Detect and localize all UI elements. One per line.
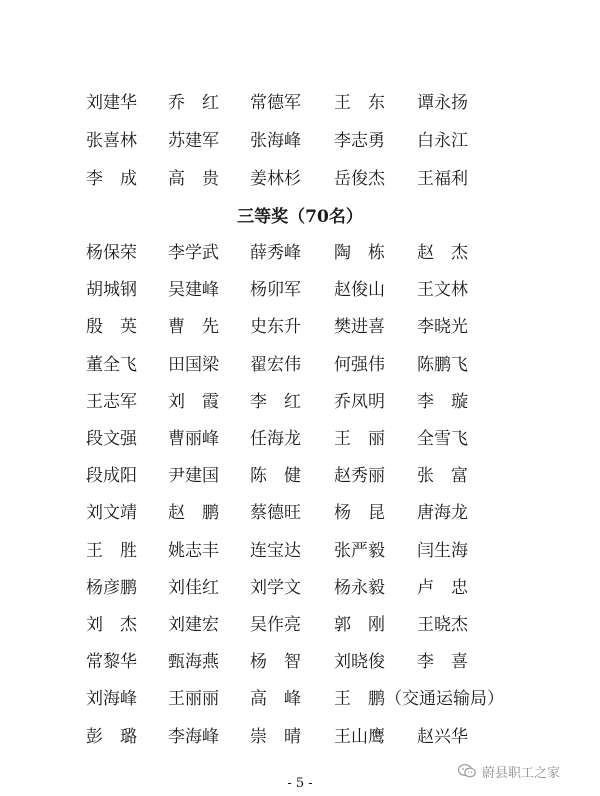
awardee-name: 刘建宏 (168, 615, 219, 635)
awardee-name: 段文强 (86, 429, 137, 449)
awardee-name: 姚志丰 (168, 540, 219, 561)
name-row (0, 463, 600, 489)
awardee-name: 李 璇 (417, 391, 468, 412)
name-row (0, 500, 600, 526)
awardee-name: 谭永扬 (417, 93, 468, 113)
awardee-name: 赵兴华 (417, 726, 468, 747)
awardee-name: 岳俊杰 (334, 169, 385, 189)
awardee-name: 杨 昆 (334, 503, 385, 524)
awardee-name: 赵秀丽 (334, 466, 385, 487)
awardee-name: 田国梁 (168, 354, 219, 375)
awardee-name: 胡城钢 (86, 280, 137, 301)
name-row (0, 612, 600, 638)
awardee-name: 曹丽峰 (168, 429, 219, 449)
name-row (0, 538, 600, 564)
awardee-name: 刘海峰 (86, 689, 137, 710)
awardee-name: 卢 忠 (417, 577, 468, 598)
awardee-name: 李 喜 (417, 652, 468, 673)
name-row (0, 314, 600, 340)
awardee-name: 郭 刚 (334, 615, 385, 635)
awardee-name: 李海峰 (168, 726, 219, 747)
name-row (0, 686, 600, 712)
awardee-name: 王丽丽 (168, 689, 219, 710)
awardee-name: 高 峰 (250, 689, 301, 710)
awardee-name: 吴建峰 (168, 280, 219, 301)
name-row (0, 277, 600, 303)
awardee-name: 赵俊山 (334, 280, 385, 301)
awardee-name: 何强伟 (334, 354, 385, 375)
awardee-name: 王 丽 (334, 429, 385, 449)
awardee-name: 曹 先 (168, 317, 219, 338)
awardee-name: 殷 英 (86, 317, 137, 338)
awardee-name: 闫生海 (417, 540, 468, 561)
awardee-name: 任海龙 (250, 429, 301, 449)
awardee-name: 彭 璐 (86, 726, 137, 747)
awardee-name: 张喜林 (86, 131, 137, 151)
awardee-name: 常德军 (250, 93, 301, 113)
awardee-name: 王 鹏（交通运输局） (334, 689, 504, 710)
section-title-third-prize: 三等奖（70名） (237, 207, 363, 227)
awardee-name: 樊进喜 (334, 317, 385, 338)
awardee-name: 王文林 (417, 280, 468, 301)
awardee-name: 李晓光 (417, 317, 468, 338)
awardee-name: 刘 杰 (86, 615, 137, 635)
awardee-name: 杨 智 (250, 652, 301, 673)
awardee-name: 王山鹰 (334, 726, 385, 747)
awardee-name: 赵 鹏 (168, 503, 219, 524)
awardee-name: 吴作亮 (250, 615, 301, 635)
awardee-name: 乔 红 (168, 93, 219, 113)
awardee-name: 王 东 (334, 93, 385, 113)
awardee-name: 尹建国 (168, 466, 219, 487)
page-number: - 5 - (287, 776, 313, 791)
awardee-name: 杨彦鹏 (86, 577, 137, 598)
awardee-name: 高 贵 (168, 169, 219, 189)
watermark-text: 蔚县职工之家 (482, 765, 561, 781)
awardee-name: 刘建华 (86, 93, 137, 113)
awardee-name: 常黎华 (86, 652, 137, 673)
awardee-name: 刘文靖 (86, 503, 137, 524)
name-row (0, 724, 600, 750)
name-row (0, 389, 600, 415)
awardee-name: 王 胜 (86, 540, 137, 561)
awardee-name: 王晓杰 (417, 615, 468, 635)
name-row (0, 166, 600, 192)
awardee-name: 陈鹏飞 (417, 354, 468, 375)
awardee-name: 苏建军 (168, 131, 219, 151)
awardee-name: 唐海龙 (417, 503, 468, 524)
awardee-name: 陈 健 (250, 466, 301, 487)
awardee-name: 刘佳红 (168, 577, 219, 598)
awardee-name: 张 富 (417, 466, 468, 487)
awardee-name: 李学武 (168, 243, 219, 263)
name-row (0, 649, 600, 675)
awardee-name: 张严毅 (334, 540, 385, 561)
awardee-name: 王福利 (417, 169, 468, 189)
awardee-name: 崇 晴 (250, 726, 301, 747)
awardee-name: 杨保荣 (86, 243, 137, 263)
awardee-name: 王志军 (86, 391, 137, 412)
awardee-name: 姜林杉 (250, 169, 301, 189)
awardee-name: 白永江 (417, 131, 468, 151)
awardee-name: 刘晓俊 (334, 652, 385, 673)
awardee-name: 李志勇 (334, 131, 385, 151)
awardee-name: 段成阳 (86, 466, 137, 487)
awardee-name: 连宝达 (250, 540, 301, 561)
name-row (0, 240, 600, 266)
name-row (0, 352, 600, 378)
awardee-name: 薛秀峰 (250, 243, 301, 263)
awardee-name: 杨卯军 (250, 280, 301, 301)
awardee-name: 陶 栋 (334, 243, 385, 263)
awardee-name: 甄海燕 (168, 652, 219, 673)
awardee-name: 乔凤明 (334, 391, 385, 412)
name-row (0, 426, 600, 452)
awardee-name: 史东升 (250, 317, 301, 338)
awardee-name: 李 红 (250, 391, 301, 412)
awardee-name: 刘学文 (250, 577, 301, 598)
awardee-name: 李 成 (86, 169, 137, 189)
awardee-name: 全雪飞 (417, 429, 468, 449)
awardee-name: 蔡德旺 (250, 503, 301, 524)
awardee-name: 赵 杰 (417, 243, 468, 263)
name-row (0, 128, 600, 154)
awardee-name: 刘 霞 (168, 391, 219, 412)
name-row (0, 90, 600, 116)
awardee-name: 杨永毅 (334, 577, 385, 598)
awardee-name: 张海峰 (250, 131, 301, 151)
name-row (0, 575, 600, 601)
awardee-name: 董全飞 (86, 354, 137, 375)
awardee-name: 翟宏伟 (250, 354, 301, 375)
